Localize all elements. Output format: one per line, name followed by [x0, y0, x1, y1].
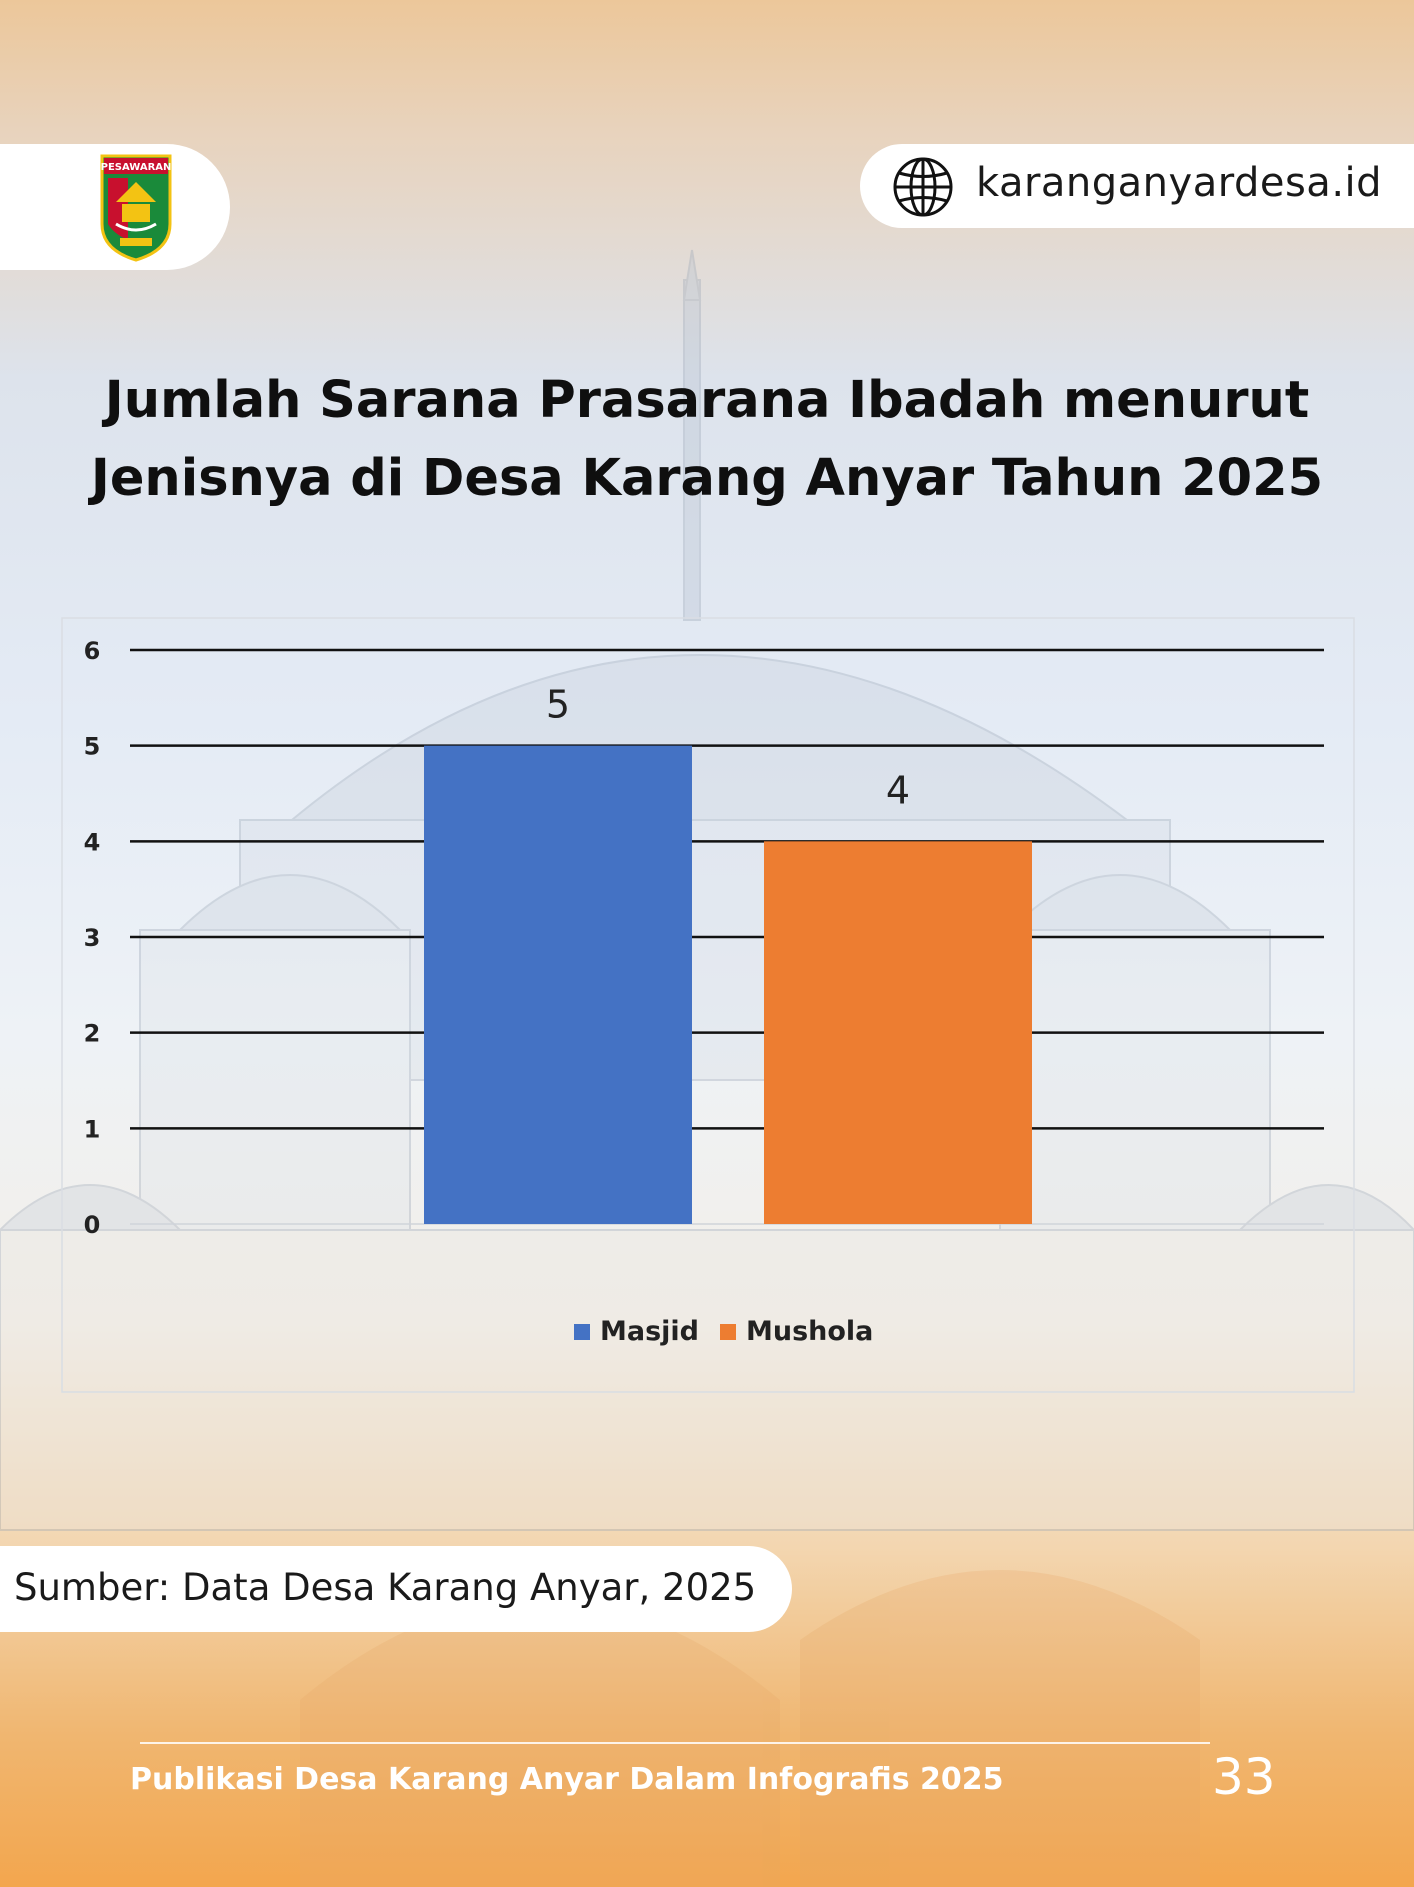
- page-number: 33: [1212, 1748, 1276, 1806]
- bar-masjid: [424, 746, 692, 1224]
- footer-divider: [140, 1742, 1210, 1744]
- y-tick-label: 2: [83, 1019, 101, 1048]
- y-tick-label: 3: [83, 924, 101, 952]
- svg-text:PESAWARAN: PESAWARAN: [100, 162, 172, 173]
- legend-label: Masjid: [600, 1316, 699, 1347]
- chart-frame: [62, 618, 1354, 1392]
- chart-title-line-1: Jumlah Sarana Prasarana Ibadah menurut: [104, 371, 1310, 430]
- y-tick-label: 4: [83, 828, 101, 857]
- legend-swatch: [720, 1324, 736, 1340]
- y-tick-label: 1: [83, 1115, 101, 1144]
- footer-publication-title: Publikasi Desa Karang Anyar Dalam Infografis 2025: [130, 1762, 1004, 1797]
- data-label: 4: [885, 768, 911, 813]
- chart-title-line-2: Jenisnya di Desa Karang Anyar Tahun 2025: [90, 449, 1324, 508]
- bar-mushola: [764, 841, 1032, 1224]
- website-url[interactable]: karanganyardesa.id: [976, 160, 1383, 206]
- y-tick-label: 6: [83, 637, 101, 665]
- source-note: Sumber: Data Desa Karang Anyar, 2025: [14, 1566, 757, 1609]
- legend-swatch: [574, 1324, 590, 1340]
- y-tick-label: 5: [83, 732, 101, 761]
- legend-label: Mushola: [746, 1316, 874, 1347]
- y-tick-label: 0: [83, 1211, 101, 1239]
- data-label: 5: [545, 682, 571, 727]
